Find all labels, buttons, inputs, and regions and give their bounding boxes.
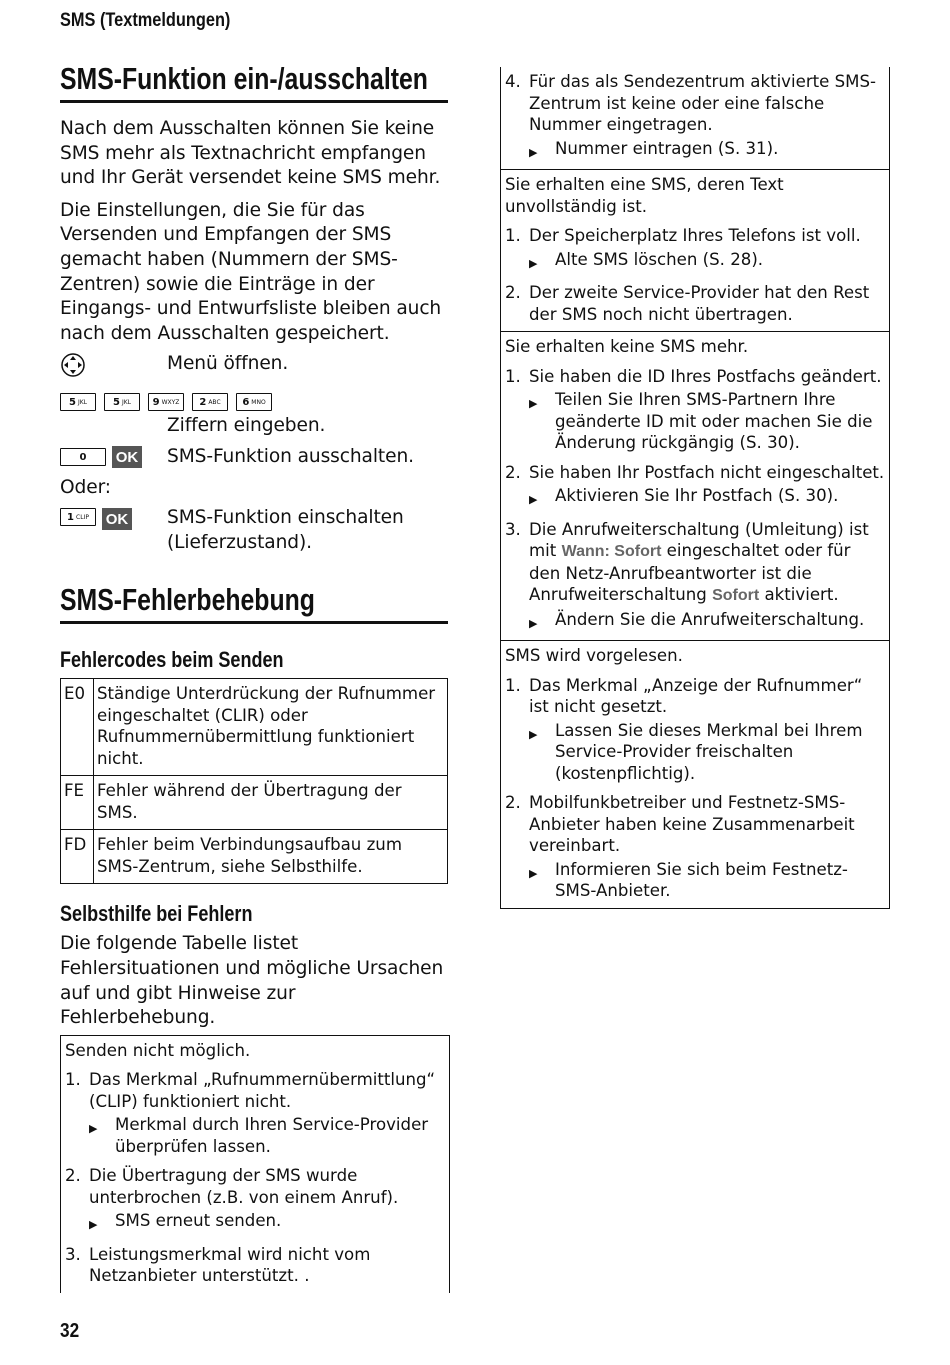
- key-5-icon: 5 JKL: [104, 393, 140, 411]
- paragraph-1: Nach dem Ausschalten können Sie keine SMS mehr als Textnachricht empfangen und Ihr Gerät versendet keine SMS mehr.: [60, 118, 441, 189]
- step-menu: [60, 352, 450, 382]
- navigation-key-icon: [60, 352, 86, 378]
- list-item: 2. Die Übertragung der SMS wurde unterbrochen (z.B. von einem Anruf). ▶ SMS erneut senden.: [65, 1165, 445, 1236]
- list-item: 3. Leistungsmerkmal wird nicht vom Netzanbieter unterstützt. .: [65, 1244, 371, 1286]
- arrow-icon: ▶: [89, 1122, 98, 1136]
- digit-key-sequence: [60, 390, 450, 414]
- error-code-table: [60, 678, 448, 884]
- title-rule: [60, 621, 448, 624]
- section-title-sms-function: SMS-Funktion ein-/ausschalten: [60, 61, 428, 96]
- table-row: E0 Ständige Unterdrückung der Rufnummer eingeschaltet (CLIR) oder Rufnummernübermittlung funktioniert nicht.: [61, 679, 448, 776]
- key-1-icon: 1 CLIP: [60, 508, 96, 526]
- arrow-icon: ▶: [89, 1218, 98, 1232]
- list-item: 3. Die Anrufweiterschaltung (Umleitung) ist mit Wann: Sofort eingeschaltet oder für den Netz-Anrufbeantworter ist die Anrufweiterschaltung Sofort aktiviert. ▶ Ändern Sie die Anrufweiterschaltung.: [505, 519, 885, 635]
- title-rule: [60, 100, 448, 103]
- sms-on-text: SMS-Funktion einschalten (Lieferzustand).: [167, 507, 404, 553]
- list-item: 1. Sie haben die ID Ihres Postfachs geändert. ▶ Teilen Sie Ihren SMS-Partnern Ihre geänderte ID mit oder machen Sie die Änderung rückgängig (S. 30).: [505, 366, 882, 452]
- arrow-icon: ▶: [529, 397, 538, 410]
- ok-key-icon: OK: [112, 446, 142, 468]
- arrow-icon: ▶: [529, 256, 538, 270]
- list-item: 2. Sie haben Ihr Postfach nicht eingeschaltet. ▶ Aktivieren Sie Ihr Postfach (S. 30).: [505, 462, 885, 511]
- running-header: SMS (Textmeldungen): [60, 10, 231, 31]
- key-6-icon: 6 MNO: [236, 393, 272, 411]
- key-5-icon: 5 JKL: [60, 393, 96, 411]
- step-off: [60, 445, 450, 470]
- section-title-troubleshooting: SMS-Fehlerbehebung: [60, 582, 315, 618]
- or-text: Oder:: [60, 476, 111, 498]
- arrow-icon: ▶: [529, 145, 538, 159]
- digits-text: Ziffern eingeben.: [167, 415, 326, 437]
- paragraph-2: Die Einstellungen, die Sie für das Versenden und Empfangen der SMS gemacht haben (Nummern der SMS-Zentren) sowie die Einträge in der Eingangs- und Entwurfsliste bleiben auch nach dem Ausschalten gespeichert.: [60, 199, 442, 344]
- step-on: [60, 506, 450, 555]
- self-help-table-right: [500, 67, 890, 909]
- sms-off-text: SMS-Funktion ausschalten.: [167, 445, 414, 467]
- key-9-icon: 9 WXYZ: [148, 393, 184, 411]
- subheading-self-help: Selbsthilfe bei Fehlern: [60, 901, 253, 927]
- right-column: [500, 67, 890, 909]
- row-head: Sie erhalten eine SMS, deren Text unvollständig ist.: [505, 175, 784, 216]
- list-item: 1. Das Merkmal „Rufnummernübermittlung“ (CLIP) funktioniert nicht. ▶ Merkmal durch Ihren Service-Provider überprüfen lassen.: [65, 1070, 436, 1156]
- self-help-intro: Die folgende Tabelle listet Fehlersituationen und mögliche Ursachen auf und gibt Hinweise zur Fehlerbehebung.: [60, 933, 444, 1029]
- table-row: FE Fehler während der Übertragung der SMS.: [61, 776, 448, 830]
- table-row: FD Fehler beim Verbindungsaufbau zum SMS-Zentrum, siehe Selbsthilfe.: [61, 830, 448, 884]
- list-item: 4. Für das als Sendezentrum aktivierte SMS-Zentrum ist keine oder eine falsche Nummer eingetragen. ▶ Nummer eintragen (S. 31).: [505, 71, 885, 163]
- arrow-icon: ▶: [529, 493, 538, 506]
- ok-key-icon: OK: [102, 508, 132, 530]
- list-item: 1. Das Merkmal „Anzeige der Rufnummer“ ist nicht gesetzt. ▶ Lassen Sie dieses Merkmal bei Ihrem Service-Provider freischalten (kostenpflichtig).: [505, 675, 863, 783]
- menu-open-text: Menü öffnen.: [167, 353, 289, 375]
- row-head: SMS wird vorgelesen.: [505, 646, 683, 665]
- arrow-icon: ▶: [529, 616, 538, 630]
- key-0-icon: 0: [60, 448, 106, 466]
- list-item: 2. Mobilfunkbetreiber und Festnetz-SMS-Anbieter haben keine Zusammenarbeit vereinbart. ▶ Informieren Sie sich beim Festnetz-SMS-Anbieter.: [505, 793, 855, 900]
- key-2-icon: 2 ABC: [192, 393, 228, 411]
- arrow-icon: ▶: [529, 866, 538, 880]
- display-text: Wann: Sofort: [561, 543, 662, 560]
- subheading-error-codes: Fehlercodes beim Senden: [60, 647, 284, 673]
- self-help-table-left: [60, 1035, 450, 1293]
- left-column: [60, 60, 450, 1293]
- row-head: Senden nicht möglich.: [65, 1040, 251, 1060]
- list-item: 2. Der zweite Service-Provider hat den Rest der SMS noch nicht übertragen.: [505, 283, 870, 324]
- list-item: 1. Der Speicherplatz Ihres Telefons ist voll. ▶ Alte SMS löschen (S. 28).: [505, 225, 885, 274]
- row-head: Sie erhalten keine SMS mehr.: [505, 337, 749, 356]
- arrow-icon: ▶: [529, 727, 538, 741]
- page-number: 32: [60, 1320, 80, 1342]
- display-text: Sofort: [712, 587, 760, 604]
